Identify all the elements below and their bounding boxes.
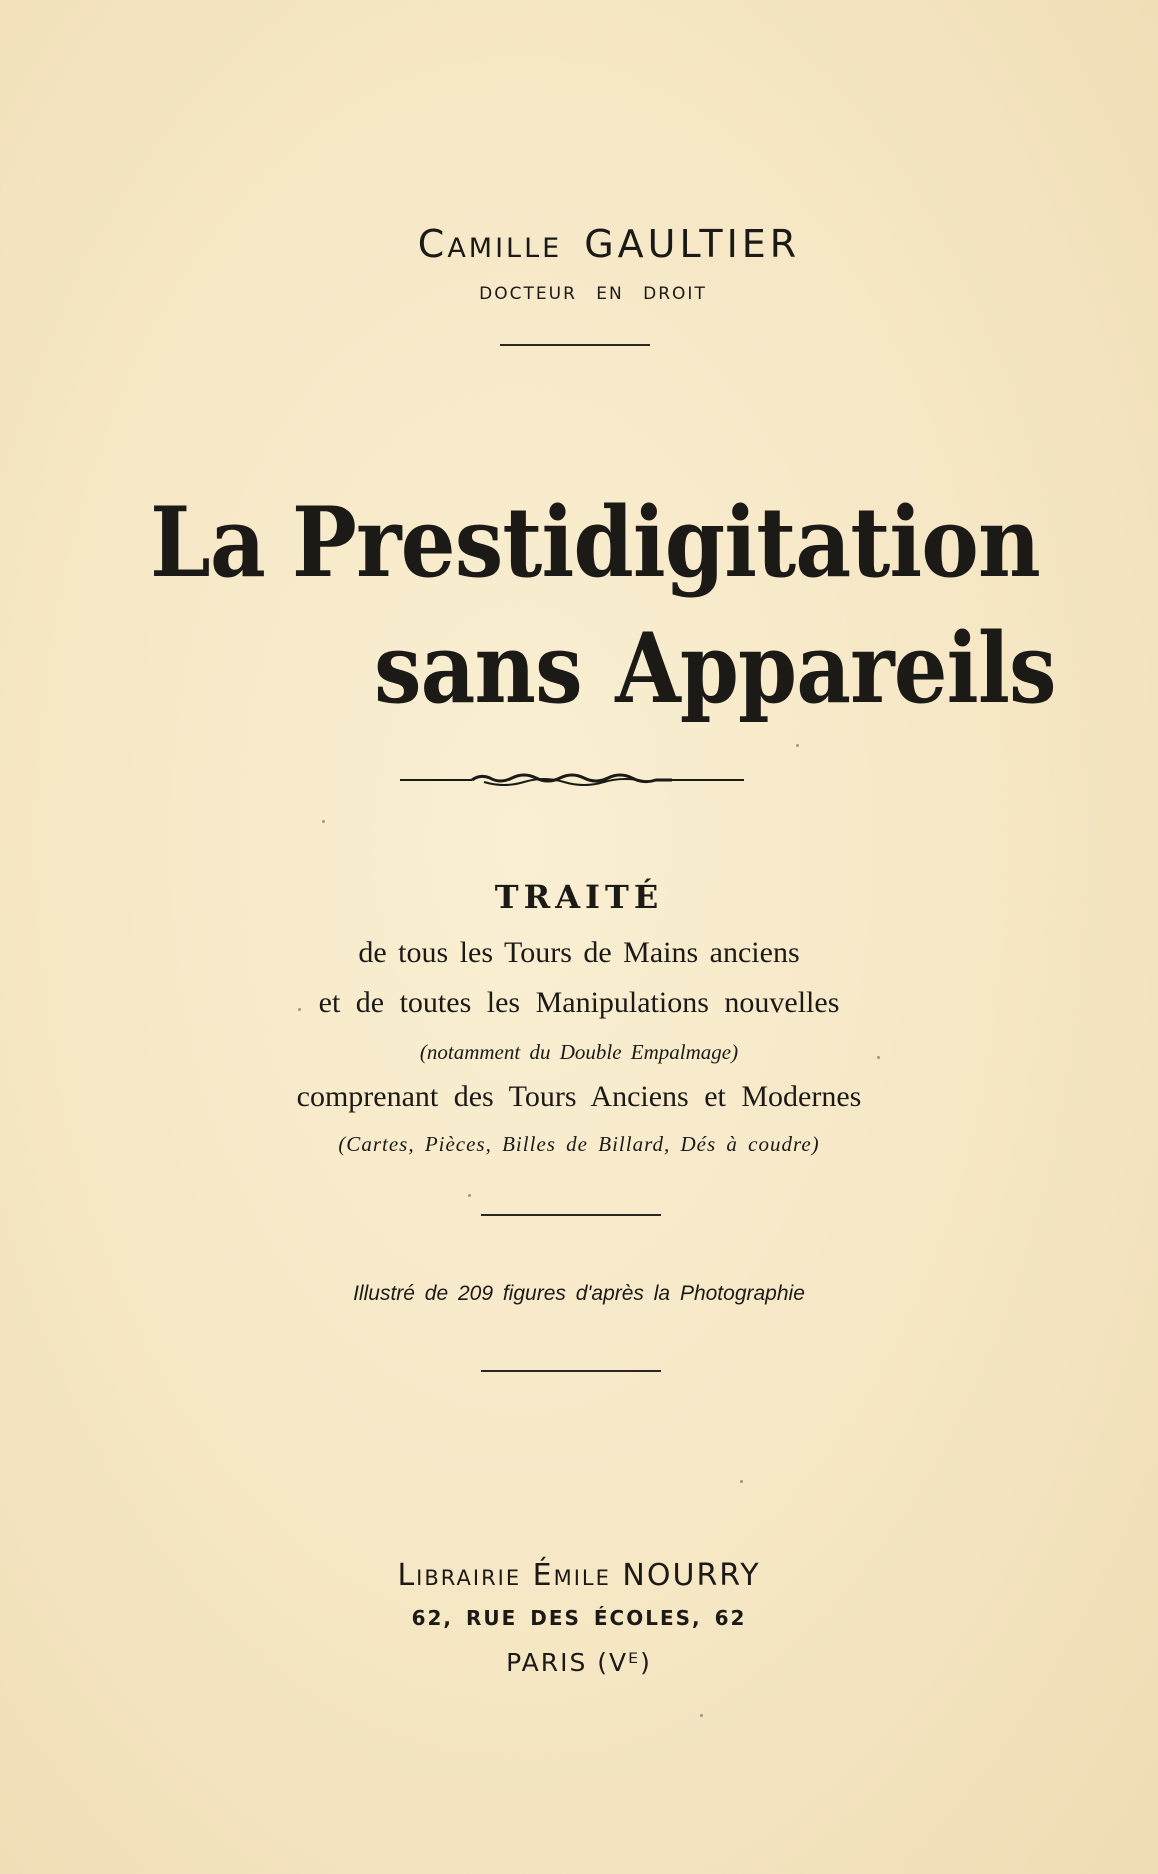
paper-speck [700,1714,703,1717]
paper-speck [468,1194,471,1197]
paper-speck [740,1480,743,1483]
title-word-sans: sans [374,612,582,725]
divider-lower [481,1370,661,1372]
subtitle-line2: et de toutes les Manipulations nouvelles [318,986,840,1019]
title-word-la: La [150,486,265,599]
main-title-line1 [150,486,1040,599]
illustration-note: Illustré de 209 figures d'après la Photographie [353,1282,805,1305]
paper-speck [796,744,799,747]
title-word-prestidigitation: Prestidigitation [291,486,1040,599]
subtitle-note1: (notamment du Double Empalmage) [419,1040,739,1064]
publisher-address: 62, RUE DES ÉCOLES, 62 [411,1606,747,1630]
paper-speck [322,820,325,823]
author-line [30,222,1158,266]
author-first-name: Camille [417,222,563,266]
publisher-name: Librairie Émile NOURRY [397,1558,761,1593]
paper-speck [298,1008,301,1011]
subtitle-line1: de tous les Tours de Mains anciens [358,936,800,969]
subtitle-note2: (Cartes, Pièces, Billes de Billard, Dés à coudre) [338,1132,820,1156]
publisher-city: PARIS (Vᴱ) [506,1648,652,1677]
author-last-name: GAULTIER [584,222,801,266]
divider-middle [481,1214,661,1216]
treatise-heading: TRAITÉ [494,878,664,916]
title-word-appareils: Appareils [615,612,1056,725]
main-title-line2 [374,612,1056,725]
ornament-divider [400,770,744,790]
paper-speck [877,1056,880,1059]
author-degree: DOCTEUR EN DROIT [479,284,707,304]
subtitle-line3: comprenant des Tours Anciens et Modernes [296,1080,862,1113]
divider-top [500,344,650,346]
